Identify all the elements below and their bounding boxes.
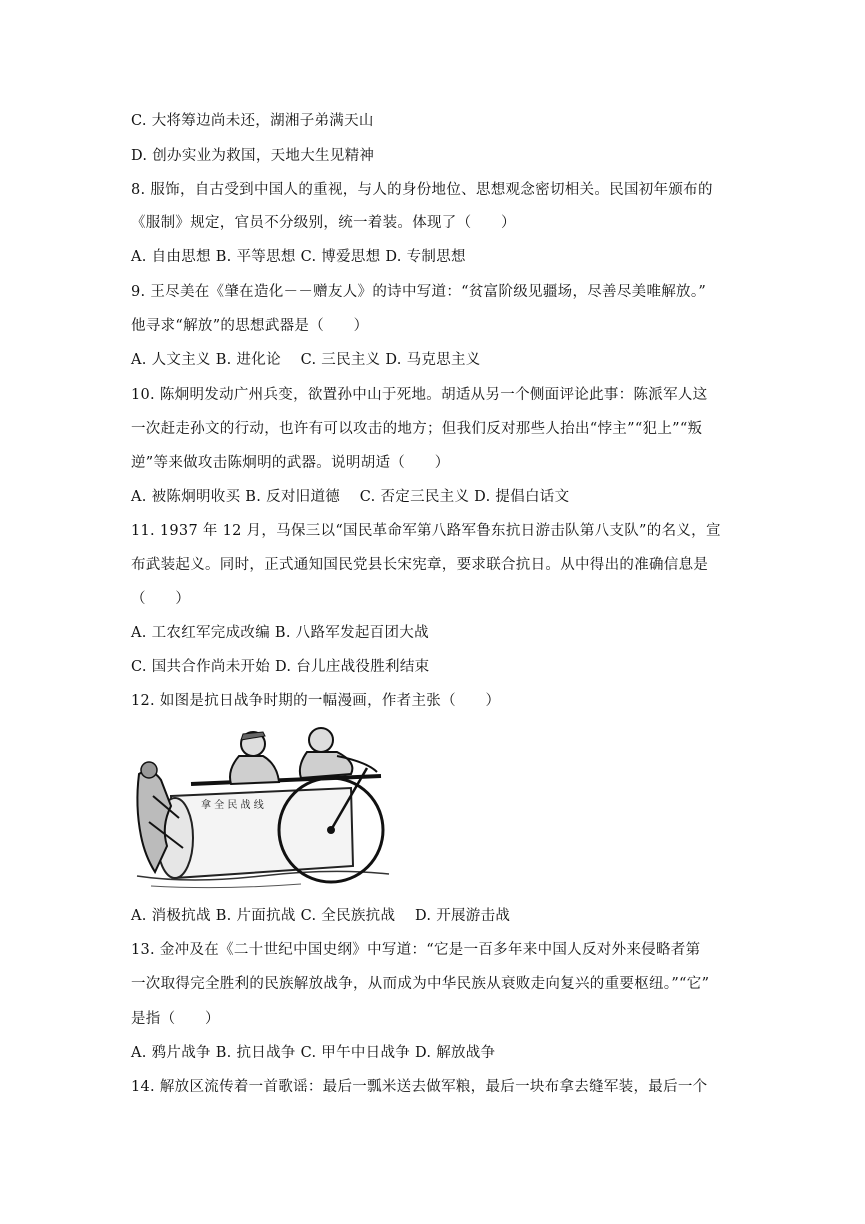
option-line: A. 工农红军完成改编 B. 八路军发起百团大战 <box>131 625 429 641</box>
roller-caption: 拿 全 民 战 线 <box>201 800 264 811</box>
option-line: C. 国共合作尚未开始 D. 台儿庄战役胜利结束 <box>131 659 430 675</box>
question-text: 14. 解放区流传着一首歌谣：最后一瓢米送去做军粮，最后一块布拿去缝军装，最后一个 <box>131 1079 708 1095</box>
question-text: 他寻求“解放”的思想武器是（ ） <box>131 318 369 334</box>
question-text: 一次取得完全胜利的民族解放战争，从而成为中华民族从衰败走向复兴的重要枢纽。”“它” <box>131 976 710 992</box>
question-text: 13. 金冲及在《二十世纪中国史纲》中写道：“它是一百多年来中国人反对外来侵略者第 <box>131 942 701 958</box>
option-line: C. 大将筹边尚未还，湖湘子弟满天山 <box>131 113 374 129</box>
option-line: A. 被陈炯明收买 B. 反对旧道德 C. 否定三民主义 D. 提倡白话文 <box>131 489 570 505</box>
option-line: A. 消极抗战 B. 片面抗战 C. 全民族抗战 D. 开展游击战 <box>131 908 511 924</box>
question-text: 一次赶走孙文的行动，也许有可以攻击的地方；但我们反对那些人抬出“悖主”“犯上”“叛 <box>131 421 703 437</box>
question-text: 11. 1937 年 12 月，马保三以“国民革命军第八路军鲁东抗日游击队第八支队”的名义，宣 <box>131 523 721 539</box>
question-text: （ ） <box>131 591 191 607</box>
question-text: 12. 如图是抗日战争时期的一幅漫画，作者主张（ ） <box>131 693 501 709</box>
cartoon-image <box>131 726 393 894</box>
question-text: 8. 服饰，自古受到中国人的重视，与人的身份地位、思想观念密切相关。民国初年颁布的 <box>131 182 713 198</box>
option-line: A. 人文主义 B. 进化论 C. 三民主义 D. 马克思主义 <box>131 352 481 368</box>
option-line: D. 创办实业为救国，天地大生见精神 <box>131 148 375 164</box>
question-text: 布武装起义。同时，正式通知国民党县长宋宪章，要求联合抗日。从中得出的准确信息是 <box>131 557 709 573</box>
question-text: 逆”等来做攻击陈炯明的武器。说明胡适（ ） <box>131 455 450 471</box>
question-text: 10. 陈炯明发动广州兵变，欲置孙中山于死地。胡适从另一个侧面评论此事：陈派军人这 <box>131 387 708 403</box>
question-text: 《服制》规定，官员不分级别，统一着装。体现了（ ） <box>131 215 516 231</box>
option-line: A. 鸦片战争 B. 抗日战争 C. 甲午中日战争 D. 解放战争 <box>131 1045 496 1061</box>
option-line: A. 自由思想 B. 平等思想 C. 博爱思想 D. 专制思想 <box>131 249 466 265</box>
question-text: 是指（ ） <box>131 1011 220 1027</box>
question-text: 9. 王尽美在《肇在造化－－赠友人》的诗中写道：“贫富阶级见疆场，尽善尽美唯解放。” <box>131 284 707 300</box>
